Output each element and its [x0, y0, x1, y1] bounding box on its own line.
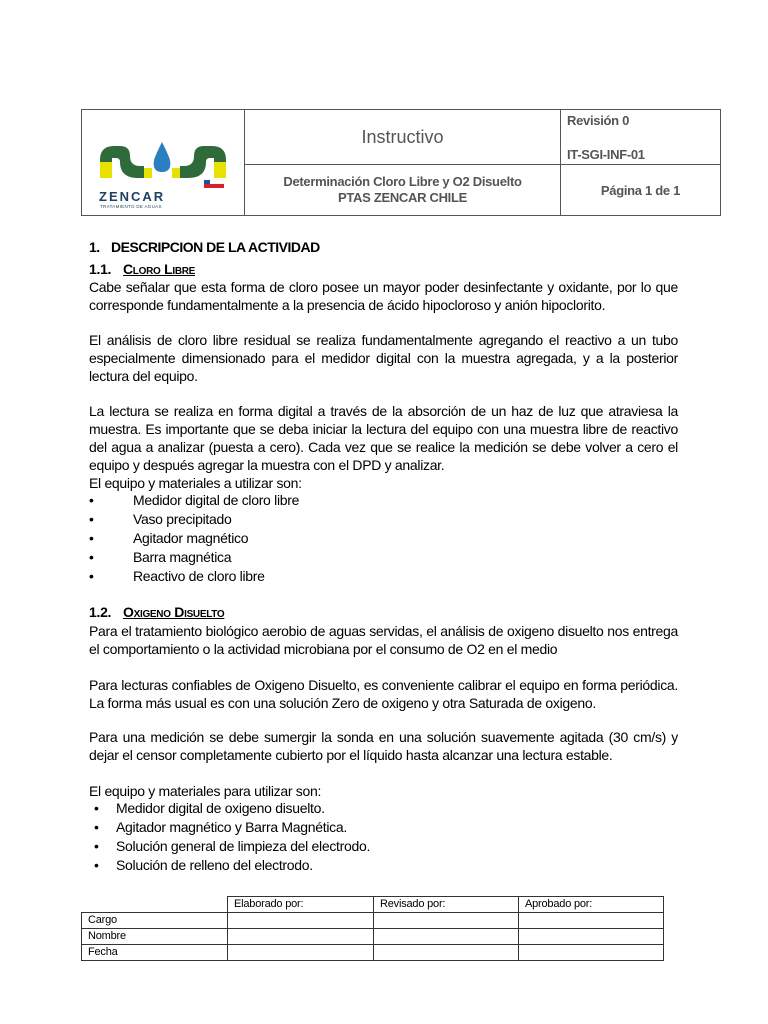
table-cell[interactable] [374, 929, 519, 945]
section-1-1-equipment-list [89, 491, 299, 586]
doc-title-cell [245, 110, 561, 165]
logo-wordmark: ZENCAR [99, 189, 166, 204]
revision-label: Revisión 0 [567, 113, 630, 128]
revision-cell [561, 110, 720, 165]
section-1-1-title: Cloro Libre [123, 261, 196, 277]
section-1-1-number: 1.1. [89, 261, 112, 277]
section-1-2-list-intro: El equipo y materiales para utilizar son: [89, 783, 322, 799]
table-cell[interactable] [374, 945, 519, 961]
list-item: • Reactivo de cloro libre [89, 567, 299, 586]
table-cell [82, 897, 228, 913]
table-cell[interactable] [228, 945, 374, 961]
section-1-2-equipment-list [89, 799, 370, 875]
table-header-cell: Aprobado por: [519, 897, 664, 913]
document-header [81, 109, 721, 216]
section-1-heading [89, 239, 320, 255]
table-cell[interactable] [228, 929, 374, 945]
table-cell[interactable] [519, 945, 664, 961]
section-1-1-paragraph-1: Cabe señalar que esta forma de cloro posee un mayor poder desinfectante y oxidante, por lo que corresponde fundamentalmente a la presencia de ácido hipocloroso y anión hipoclorito. [89, 279, 678, 313]
list-item: • Medidor digital de cloro libre [89, 491, 299, 510]
signature-table [81, 896, 664, 961]
logo-cell [82, 110, 245, 215]
section-1-2-number: 1.2. [89, 604, 112, 620]
table-row [82, 929, 664, 945]
section-1-1-paragraph-3: La lectura se realiza en forma digital a través de la absorción de un haz de luz que atraviesa la muestra. Es importante que se deba iniciar la lectura del equipo con una muestra libre de reactivo del agua a analizar (puesta a cero). Cada vez que se realice la medición se debe volver a cero el equipo y después agregar la muestra con el DPD y analizar. [89, 403, 678, 473]
section-1-1-heading [89, 261, 195, 277]
section-1-2-paragraph-2: Para lecturas confiables de Oxigeno Disuelto, es conveniente calibrar el equipo en forma periódica. La forma más usual es con una solución Zero de oxigeno y otra Saturada de oxigeno. [89, 677, 678, 711]
table-header-cell: Elaborado por: [228, 897, 374, 913]
table-header-cell: Revisado por: [374, 897, 519, 913]
section-1-2-heading [89, 604, 224, 620]
section-1-2-paragraph-1: Para el tratamiento biológico aerobio de aguas servidas, el análisis de oxigeno disuelto nos entrega el comportamiento o la actividad microbiana por el consumo de O2 en el medio [89, 623, 678, 657]
subject-line-2: PTAS ZENCAR CHILE [338, 190, 467, 205]
logo-tagline: TRATAMIENTO DE AGUAS [100, 204, 162, 209]
table-row [82, 897, 664, 913]
section-1-1-paragraph-2: El análisis de cloro libre residual se realiza fundamentalmente agregando el reactivo a un tubo especialmente dimensionado para el medidor digital con la muestra agregada, y a la posterior lectura del equipo. [89, 332, 678, 384]
list-item: • Vaso precipitado [89, 510, 299, 529]
list-item: • Medidor digital de oxigeno disuelto. [89, 799, 370, 818]
table-row [82, 945, 664, 961]
table-cell[interactable] [519, 913, 664, 929]
list-item: • Agitador magnético [89, 529, 299, 548]
table-cell[interactable] [374, 913, 519, 929]
zencar-logo [98, 138, 228, 188]
section-1-number: 1. [89, 239, 100, 255]
page-number: Página 1 de 1 [600, 182, 681, 198]
list-item: • Agitador magnético y Barra Magnética. [89, 818, 370, 837]
doc-code: IT-SGI-INF-01 [567, 147, 645, 162]
list-item: • Barra magnética [89, 548, 299, 567]
table-row [82, 913, 664, 929]
table-row-label: Nombre [82, 929, 228, 945]
subject-line-1: Determinación Cloro Libre y O2 Disuelto [283, 174, 522, 189]
subject-cell [245, 165, 561, 215]
table-cell[interactable] [228, 913, 374, 929]
section-1-2-paragraph-3: Para una medición se debe sumergir la sonda en una solución suavemente agitada (30 cm/s) y dejar el censor completamente cubierto por el líquido hasta alcanzar una lectura estable. [89, 729, 678, 763]
table-row-label: Fecha [82, 945, 228, 961]
section-1-title: DESCRIPCION DE LA ACTIVIDAD [111, 239, 320, 255]
doc-title: Instructivo [361, 126, 444, 147]
list-item: • Solución de relleno del electrodo. [89, 856, 370, 875]
table-row-label: Cargo [82, 913, 228, 929]
section-1-1-list-intro: El equipo y materiales a utilizar son: [89, 475, 302, 491]
table-cell[interactable] [519, 929, 664, 945]
list-item: • Solución general de limpieza del electrodo. [89, 837, 370, 856]
section-1-2-title: Oxigeno Disuelto [123, 604, 225, 620]
page-number-cell [561, 165, 720, 215]
